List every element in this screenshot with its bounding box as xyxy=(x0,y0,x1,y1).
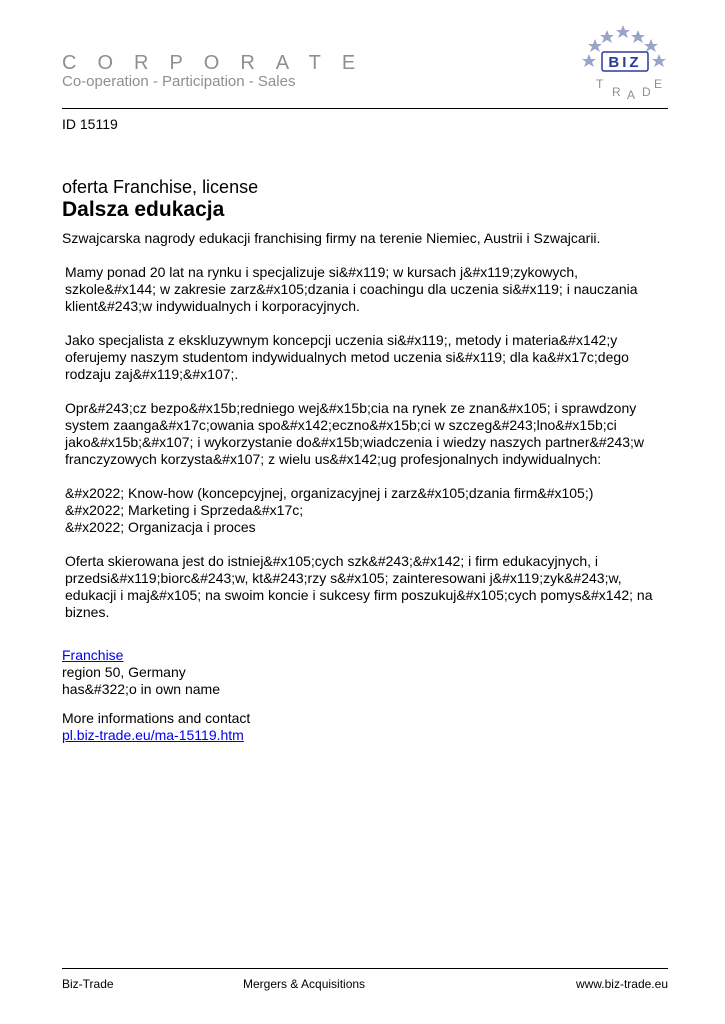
offer-closing: Oferta skierowana jest do istniej&#x105;cych szk&#243;&#x142; i firm edukacyjnych, i przedsi&#x119;biorc&#243;w, kt&#243;rzy s&#x105; zainteresowani j&#x119;zyk&#243;w, edukacji i maj&#x105; na swoim koncie i sukcesy firm poszukuj&#x105;cych pomys&#x142; na biznes. xyxy=(65,553,653,620)
footer-company: Biz-Trade xyxy=(62,977,114,991)
offer-id: ID 15119 xyxy=(62,116,118,132)
biz-trade-logo xyxy=(578,22,670,102)
page-header xyxy=(0,0,725,110)
contact-link[interactable]: pl.biz-trade.eu/ma-15119.htm xyxy=(62,727,244,743)
offer-paragraph: Szwajcarska nagrody edukacji franchising firmy na terenie Niemiec, Austrii i Szwajcarii. xyxy=(62,230,601,246)
offer-subtitle: oferta Franchise, license xyxy=(62,177,259,197)
footer-website: www.biz-trade.eu xyxy=(575,977,668,991)
offer-details xyxy=(62,647,668,698)
logo-text-biz: BIZ xyxy=(608,54,642,71)
logo-letter-r: R xyxy=(612,85,621,99)
contact-block xyxy=(62,710,668,744)
category-link[interactable]: Franchise xyxy=(62,647,124,663)
offer-content xyxy=(62,177,668,744)
contact-label: More informations and contact xyxy=(62,710,251,726)
logo-letter-d: D xyxy=(642,85,651,99)
offer-paragraph: Jako specjalista z ekskluzywnym koncepcji uczenia si&#x119;, metody i materia&#x142;y oferujemy naszym studentom indywidualnych metod uczenia si&#x119; dla ka&#x17c;dego rodzaju zaj&#x119;&#x107;. xyxy=(65,332,629,382)
logo-letter-e: E xyxy=(654,77,663,91)
logo-letter-a: A xyxy=(627,88,636,102)
header-divider xyxy=(62,108,668,109)
services-list xyxy=(65,485,668,536)
brand-title: CORPORATE xyxy=(62,52,377,74)
footer-divider xyxy=(62,968,668,969)
offer-paragraph: Opr&#243;cz bezpo&#x15b;redniego wej&#x15b;cia na rynek ze znan&#x105; i sprawdzony system zaanga&#x17c;owania spo&#x142;eczno&#x15b;ci w szczeg&#243;lno&#x15b;ci jako&#x15b;&#x107; i wykorzystanie do&#x15b;wiadczenia i wiedzy naszych partner&#243;w franczyzowych korzysta&#x107; z wielu us&#x142;ug profesjonalnych indywidualnych: xyxy=(65,400,644,467)
list-item: &#x2022; Know-how (koncepcyjnej, organizacyjnej i zarz&#x105;dzania firm&#x105;) xyxy=(65,485,594,501)
list-item: &#x2022; Marketing i Sprzeda&#x17c; xyxy=(65,502,304,518)
logo-letter-t: T xyxy=(596,77,604,91)
password-text: has&#322;o in own name xyxy=(62,681,220,697)
list-item: &#x2022; Organizacja i proces xyxy=(65,519,256,535)
brand-subtitle: Co-operation - Participation - Sales xyxy=(62,73,296,90)
region-text: region 50, Germany xyxy=(62,664,186,680)
offer-title: Dalsza edukacja xyxy=(62,198,225,221)
offer-paragraph: Mamy ponad 20 lat na rynku i specjalizuje si&#x119; w kursach j&#x119;zykowych, szkole&#x144; w zakresie zarz&#x105;dzania i coachingu dla uczenia si&#x119; i nauczania klient&#243;w indywidualnych i korporacyjnych. xyxy=(65,264,638,314)
footer-tagline: Mergers & Acquisitions xyxy=(243,977,366,991)
